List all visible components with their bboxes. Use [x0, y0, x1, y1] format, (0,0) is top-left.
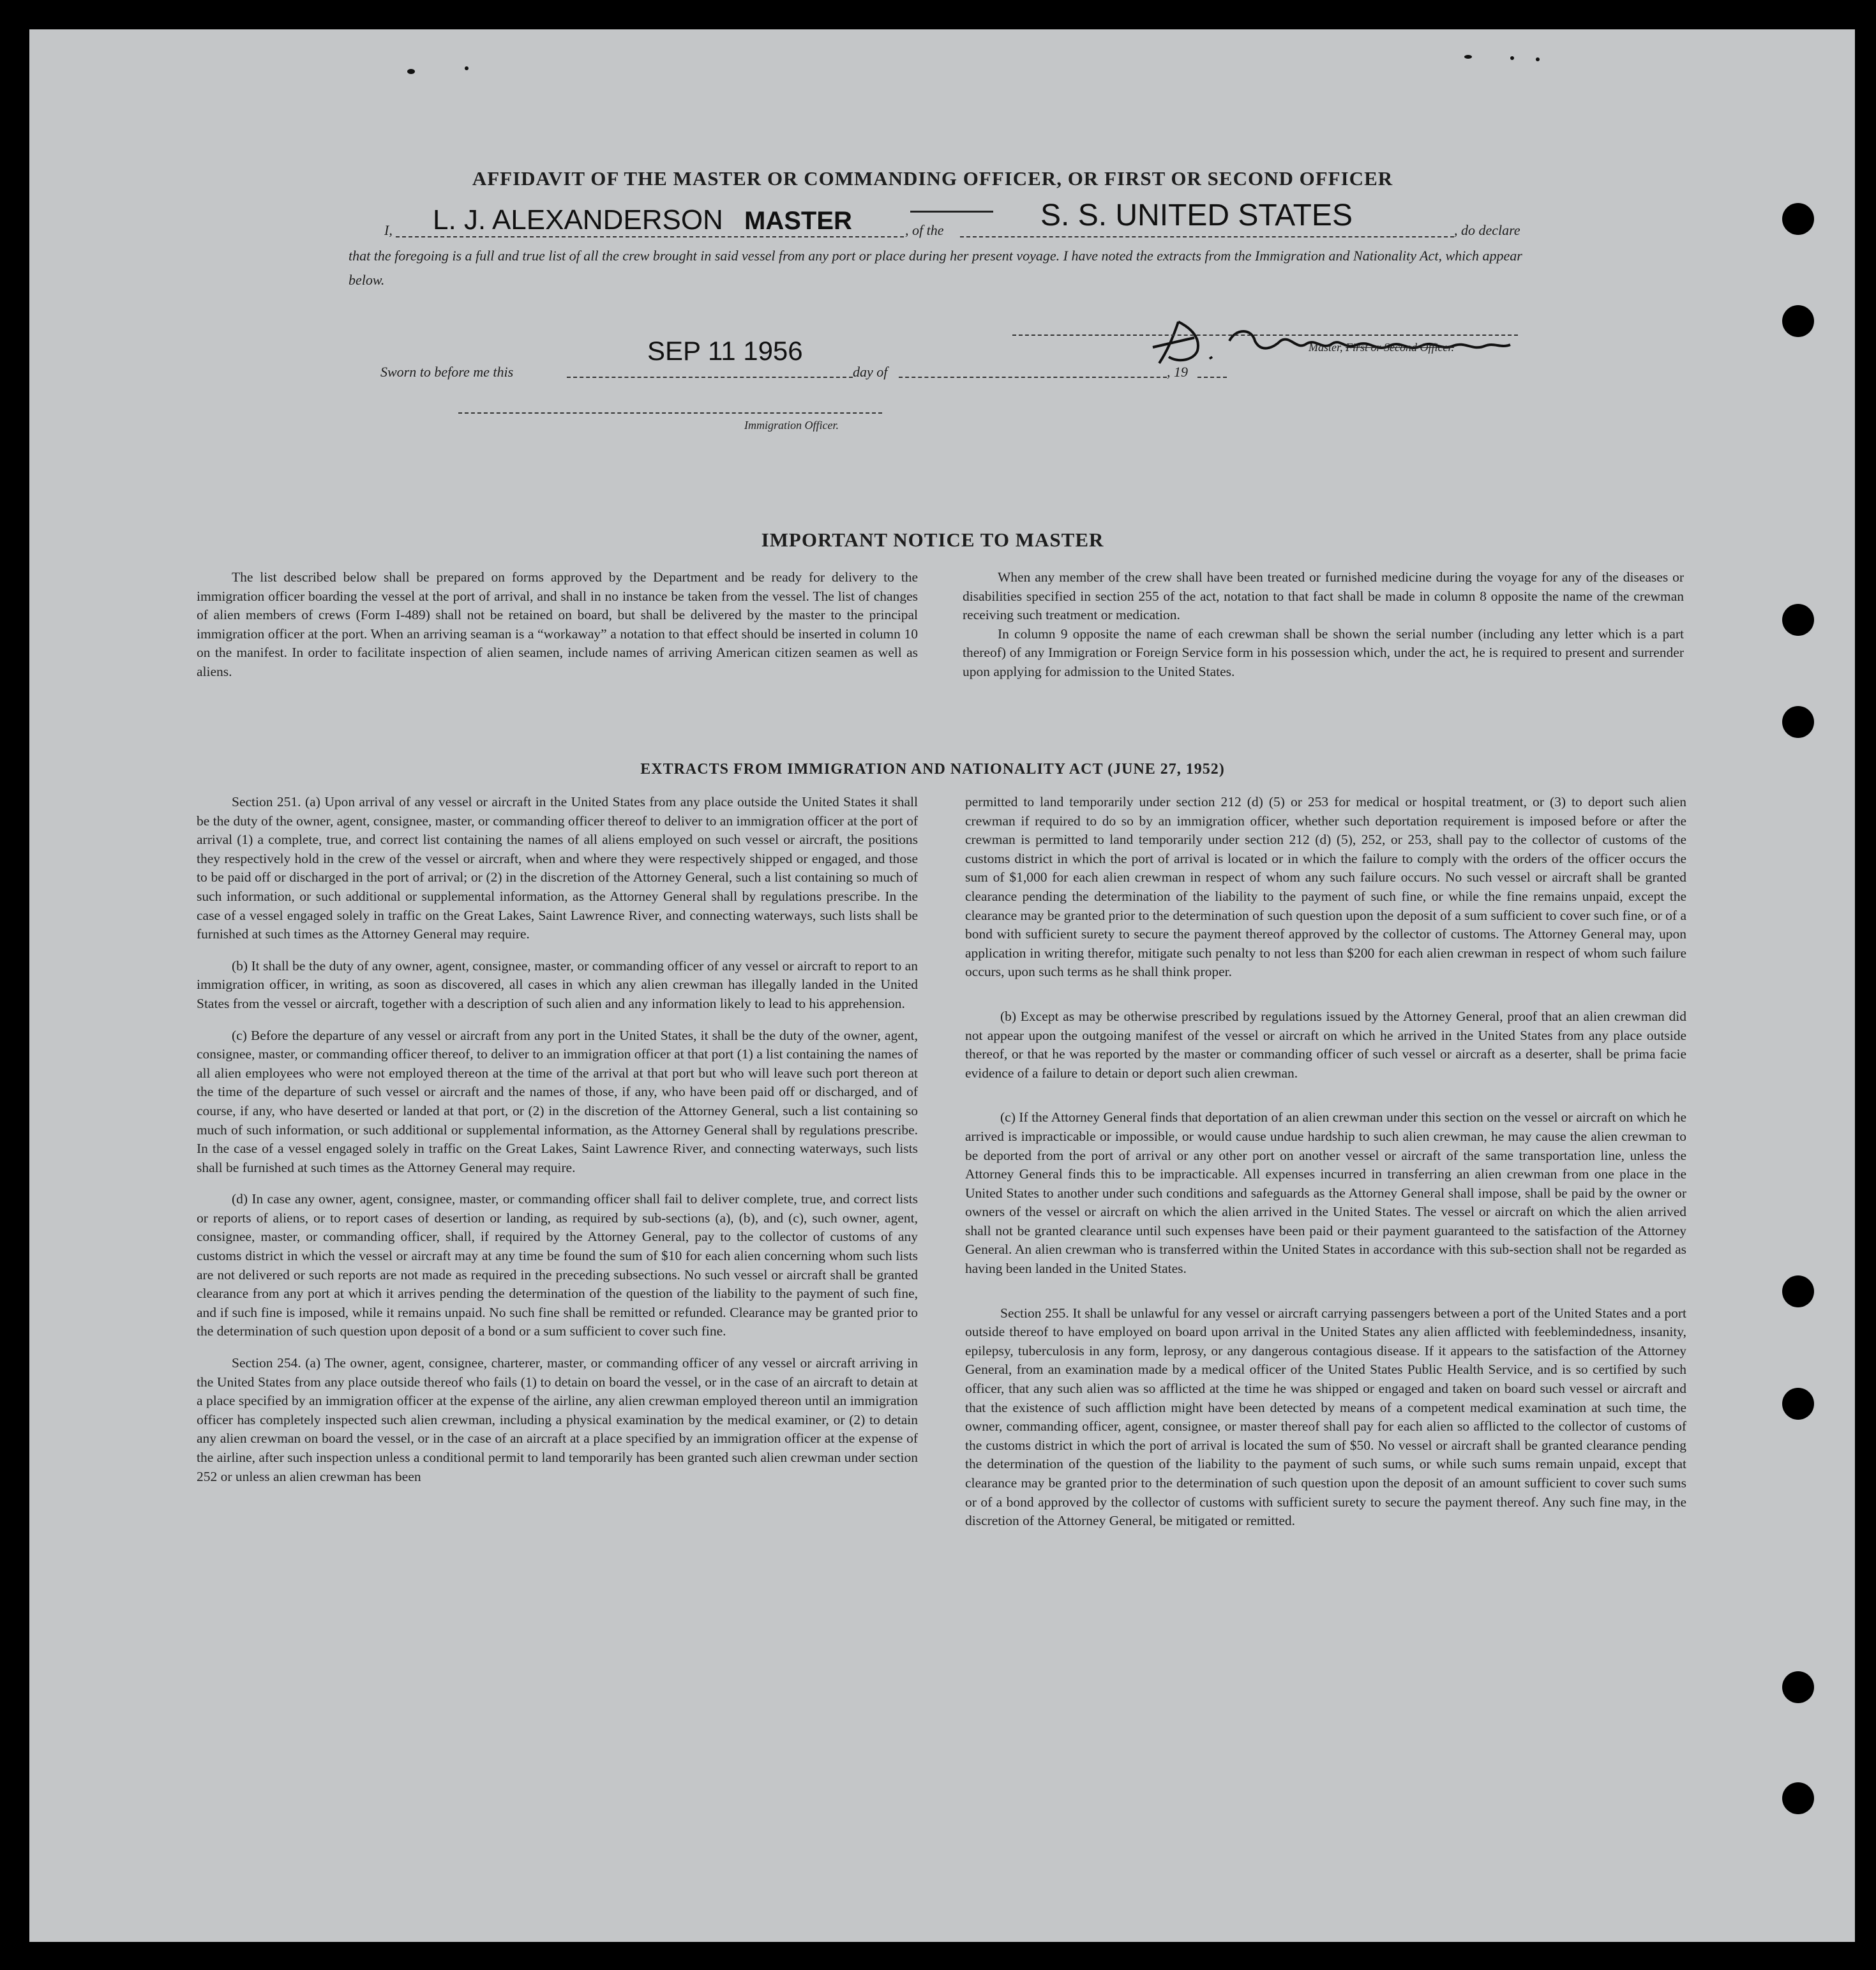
scan-speck — [1536, 57, 1540, 61]
notice-right-paragraph: When any member of the crew shall have been treated or furnished medicine during the voyage for any of the diseases or disabilities specified in section 255 of the act, notation to that fact shall be made in column 8 opposite the name of the crewman receiving such treatment or medication. — [963, 569, 1684, 623]
i-prefix: I, — [384, 222, 393, 238]
name-line — [396, 236, 904, 237]
notice-left-paragraph: The list described below shall be prepared on forms approved by the Department and be ready for delivery to the immigration officer boarding the vessel at the port of arrival, and shall in no instance be taken from the vessel. The list of changes of alien members of crews (Form I-489) shall not be retained on board, but shall be delivered by the master to the principal immigration officer at the port. When an arriving seaman is a “workaway” a notation to that effect should be inserted in column 10 on the manifest. In order to facilitate inspection of alien seamen, include names of arriving American citizen seamen as well as aliens. — [197, 569, 918, 679]
extract-paragraph: permitted to land temporarily under section 212 (d) (5) or 253 for medical or hospital treatment, or (3) to deport such alien crewman if required to do so by an immigration officer, whether such deportation requirement is imposed before or after the crewman is permitted to land temporarily under section 212 (d) (5), 252, or 253, shall pay to the collector of customs of the customs district in which the port of arrival is located or in which the failure to comply with the orders of the officer occurs the sum of $1,000 for each alien crewman in respect of whom any such failure occurs. No such vessel or aircraft shall be granted clearance pending the determination of the liability to the payment of such fine, or while the fine remains unpaid, except the clearance may be granted prior to the determination of such question upon the deposit of a sum sufficient to cover such fine, or of a bond with sufficient surety to secure the payment thereof approved by the collector of customs. The Attorney General may, upon application in writing therefor, mitigate such penalty to not less than $200 for each alien crewman in respect of whom such failure occurs, upon such terms as he shall think proper. — [965, 794, 1686, 980]
signature-label: Master, First or Second Officer. — [1309, 341, 1454, 354]
title-rule — [910, 211, 993, 213]
extracts-right-column — [965, 793, 1686, 1544]
officer-signature-line — [458, 412, 882, 414]
of-the-label: , of the — [905, 222, 944, 238]
notice-left-column — [197, 568, 918, 695]
scan-speck — [1510, 56, 1514, 60]
extract-paragraph: Section 251. (a) Upon arrival of any vessel or aircraft in the United States from any place outside the United States it shall be the duty of the owner, agent, consignee, master, or commanding officer thereof to deliver to an immigration officer at the port of arrival (1) a complete, true, and correct list containing the names of all aliens employed on such vessel or aircraft, the positions they respectively hold in the crew of the vessel or aircraft, when and where they were respectively shipped or engaged, and those to be paid off or discharged in the port of arrival; or (2) in the discretion of the Attorney General, such a list containing so much of such information, or such additional or supplemental information, as the Attorney General shall by regulations prescribe. In the case of a vessel engaged solely in traffic on the Great Lakes, Saint Lawrence River, and connecting waterways, such lists shall be furnished at such times as the Attorney General may require. — [197, 794, 918, 942]
extract-paragraph: Section 255. It shall be unlawful for any vessel or aircraft carrying passengers between a port of the United States and a port outside thereof to have employed on board upon arrival in the United States any alien afflicted with feeblemindedness, insanity, epilepsy, tuberculosis in any form, leprosy, or any dangerous contagious disease. If it appears to the satisfaction of the Attorney General, from an examination made by a medical officer of the United States Public Health Service, and is so certified by such officer, that any such alien was so afflicted at the time he was shipped or engaged and taken on board such vessel or aircraft and that the existence of such affliction might have been detected by means of a competent medical examination at such time, the owner, commanding officer, agent, consignee, or master thereof shall pay for each alien so afflicted to the collector of customs of the customs district in which the port of arrival is located the sum of $50. No vessel or aircraft shall be granted clearance pending the determination of the question of the liability to the payment of such sums, or while such sums remain unpaid, except that clearance may be granted prior to the determination of such question upon the deposit of an amount sufficient to cover such sums or of a bond approved by the collector of customs with sufficient surety to secure the payment thereof. Any such fine may, in the discretion of the Attorney General, be mitigated or remitted. — [965, 1305, 1686, 1529]
officer-name: L. J. ALEXANDERSON — [433, 204, 723, 236]
scan-speck — [465, 66, 469, 70]
notice-right-paragraph: In column 9 opposite the name of each crewman shall be shown the serial number (including any letter which is a part thereof) of any Immigration or Foreign Service form in his possession which, under the act, he is required to present and surrender upon applying for admission to the United States. — [963, 626, 1684, 679]
scan-speck — [407, 69, 415, 74]
signature-image — [1140, 303, 1536, 373]
extract-paragraph: (d) In case any owner, agent, consignee, master, or commanding officer shall fail to deliver complete, true, and correct lists or reports of aliens, or to report cases of desertion or landing, as required by sub-sections (a), (b), and (c), such owner, agent, consignee, master, or commanding officer, shall, if required by the Attorney General, pay to the collector of customs of any customs district in which the vessel or aircraft may at any time be found the sum of $10 for each alien concerning whom such lists are not delivered or such reports are not made as required in the preceding subsections. No such vessel or aircraft shall be granted clearance from any port at which it arrives pending the determination of the question of the liability to the payment of such fine, and if such fine is imposed, while it remains unpaid. No such fine shall be remitted or refunded. Clearance may be granted prior to the determination of such question upon deposit of a bond or a sum sufficient to cover such fine. — [197, 1191, 918, 1339]
notice-title: IMPORTANT NOTICE TO MASTER — [761, 529, 1104, 551]
sworn-date: SEP 11 1956 — [647, 336, 803, 366]
extract-paragraph: (b) It shall be the duty of any owner, agent, consignee, master, or commanding officer of any vessel or aircraft to report to an immigration officer, in writing, as soon as discovered, all cases in which any alien crewman has illegally landed in the United States from the vessel or aircraft, together with a description of such alien and any information likely to lead to his apprehension. — [197, 958, 918, 1011]
day-of-label: day of — [853, 364, 888, 380]
extract-paragraph: (c) Before the departure of any vessel or aircraft from any port in the United States, it shall be the duty of the owner, agent, consignee, master, or commanding officer thereof, to deliver to an immigration officer at that port (1) a list containing the names of all alien employees who were not employed thereon at the time of the arrival at that port but who will leave such port thereon at the time of the departure of such vessel or aircraft and the names of those, if any, who have been paid off or discharged, and of course, if any, who have deserted or landed at that port, or (2) in the discretion of the Attorney General, such a list containing so much of such information, or such additional or supplemental information, as the Attorney General shall by regulations prescribe. In the case of a vessel engaged solely in traffic on the Great Lakes, Saint Lawrence River, and connecting waterways, such lists shall be furnished at such times as the Attorney General may require. — [197, 1027, 918, 1175]
extracts-left-column — [197, 793, 918, 1499]
year-prefix: , 19 — [1167, 364, 1188, 380]
sworn-label: Sworn to before me this — [380, 364, 514, 380]
document-page — [29, 29, 1855, 1942]
punch-hole — [1782, 604, 1814, 636]
extracts-title: EXTRACTS FROM IMMIGRATION AND NATIONALITY ACT (JUNE 27, 1952) — [640, 761, 1225, 778]
signature-line — [1012, 335, 1518, 336]
extract-paragraph: (c) If the Attorney General finds that deportation of an alien crewman under this section on the vessel or aircraft on which he arrived is impracticable or impossible, or would cause undue hardship to such alien crewman, he may cause the alien crewman to be deported from the port of arrival or any other port on another vessel or aircraft of the same transportation line, unless the Attorney General finds this to be impracticable. All expenses incurred in transferring an alien crewman from one place in the United States to another under such conditions and safeguards as the Attorney General shall impose, shall be paid by the owner or owners of the vessel or aircraft on which the alien arrived in the United States. The vessel or aircraft on which the alien arrived shall not be granted clearance until such expenses have been paid or their payment guaranteed to the satisfaction of the Attorney General. An alien crewman who is transferred within the United States in accordance with this sub-section shall not be regarded as having been landed in the United States. — [965, 1109, 1686, 1277]
punch-hole — [1782, 203, 1814, 235]
sworn-date-line — [567, 377, 853, 378]
punch-hole — [1782, 1671, 1814, 1703]
vessel-line — [960, 236, 1454, 237]
punch-hole — [1782, 1275, 1814, 1307]
immigration-officer-label: Immigration Officer. — [744, 419, 839, 432]
extract-paragraph: Section 254. (a) The owner, agent, consignee, charterer, master, or commanding officer of any vessel or aircraft arriving in the United States from any place outside thereof who fails (1) to detain on board the vessel, or in the case of an aircraft to detain at a place specified by an immigration officer at the expense of the airline, any alien crewman employed thereon until an immigration officer has completely inspected such alien crewman, including a physical examination by the medical examiner, or (2) to detain any alien crewman on board the vessel, or in the case of an aircraft at a place specified by an immigration officer at the expense of the airline, after such inspection unless a conditional permit to land temporarily has been granted such alien crewman under section 252 or unless an alien crewman has been — [197, 1355, 918, 1484]
do-declare-label: , do declare — [1454, 222, 1520, 238]
year-line — [1197, 377, 1227, 378]
notice-right-column — [963, 568, 1684, 695]
affidavit-title: AFFIDAVIT OF THE MASTER OR COMMANDING OFFICER, OR FIRST OR SECOND OFFICER — [472, 167, 1393, 190]
officer-rank: MASTER — [744, 207, 852, 235]
punch-hole — [1782, 1782, 1814, 1814]
punch-hole — [1782, 1388, 1814, 1420]
extract-paragraph: (b) Except as may be otherwise prescribed by regulations issued by the Attorney General, proof that an alien crewman did not appear upon the outgoing manifest of the vessel or aircraft on which he arrived in the United States from any place outside thereof, or that he was reported by the master or commanding officer of such vessel or aircraft as a deserter, shall be prima facie evidence of a failure to detain or deport such alien crewman. — [965, 1008, 1686, 1081]
punch-hole — [1782, 706, 1814, 738]
vessel-name: S. S. UNITED STATES — [1040, 199, 1353, 232]
punch-hole — [1782, 305, 1814, 337]
scan-speck — [1464, 55, 1472, 59]
declaration-text: that the foregoing is a full and true list of all the crew brought in said vessel from any port or place during her present voyage. I have noted the extracts from the Immigration and Nationality Act, which appear below. — [349, 248, 1522, 288]
month-line — [899, 377, 1167, 378]
